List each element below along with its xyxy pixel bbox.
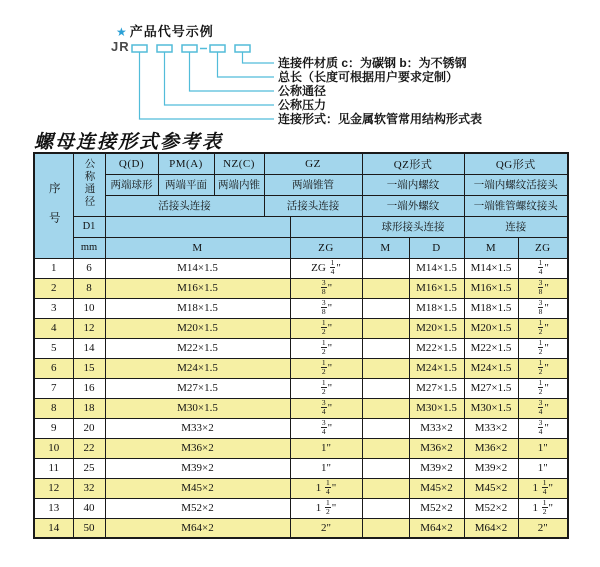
connector-lines [140, 52, 275, 119]
cell-qg-m: M22×1.5 [464, 338, 518, 358]
cell-seq: 8 [34, 398, 73, 418]
qg-connection-2: 连接 [464, 216, 568, 237]
cell-gz-zg: ZG $\frac{1}{4}$ " [290, 258, 362, 278]
cell-qz-d: M45×2 [409, 478, 464, 498]
cell-qg-m: M27×1.5 [464, 378, 518, 398]
table-row [34, 278, 568, 298]
cell-qz-d: M24×1.5 [409, 358, 464, 378]
cell-thread-m: M20×1.5 [105, 318, 290, 338]
diagram-label-material: 连接件材质 c：为碳钢 b：为不锈钢 [278, 56, 467, 70]
cell-qg-zg: $\frac{1}{4}$ " [518, 258, 568, 278]
cell-dn: 12 [73, 318, 105, 338]
cell-qz-m [362, 498, 409, 518]
cell-qz-m [362, 458, 409, 478]
cell-thread-m: M30×1.5 [105, 398, 290, 418]
cell-qg-m: M33×2 [464, 418, 518, 438]
cell-dn: 6 [73, 258, 105, 278]
cell-thread-m: M64×2 [105, 518, 290, 538]
col-header-pm: PM(A) [158, 153, 214, 174]
col-header-q: Q(D) [105, 153, 158, 174]
cell-seq: 1 [34, 258, 73, 278]
gz-type: 两端锥管 [264, 174, 362, 195]
table-row [34, 258, 568, 278]
qz-connection-2: 球形接头连接 [362, 216, 464, 237]
cell-seq: 11 [34, 458, 73, 478]
col-header-qg: QG形式 [464, 153, 568, 174]
cell-qg-m: M30×1.5 [464, 398, 518, 418]
cell-qg-m: M52×2 [464, 498, 518, 518]
cell-gz-zg: $\frac{1}{2}$ " [290, 338, 362, 358]
cell-seq: 4 [34, 318, 73, 338]
mm-label: mm [73, 237, 105, 258]
col-header-nz: NZ(C) [214, 153, 264, 174]
cell-thread-m: M45×2 [105, 478, 290, 498]
dn-label: 公称通径 [83, 158, 95, 209]
nz-type: 两端内锥 [214, 174, 264, 195]
cell-qz-m [362, 258, 409, 278]
cell-qz-d: M33×2 [409, 418, 464, 438]
diagram-label-length: 总长（长度可根据用户要求定制） [278, 70, 459, 84]
qz-connection: 一端外螺纹 [362, 195, 464, 216]
cell-qg-zg: 1 $\frac{1}{2}$ " [518, 498, 568, 518]
cell-qz-d: M36×2 [409, 438, 464, 458]
cell-dn: 10 [73, 298, 105, 318]
cell-qz-m [362, 358, 409, 378]
cell-seq: 12 [34, 478, 73, 498]
diagram-label-diameter: 公称通径 [278, 84, 327, 98]
cell-seq: 10 [34, 438, 73, 458]
cell-qg-m: M14×1.5 [464, 258, 518, 278]
cell-thread-m: M24×1.5 [105, 358, 290, 378]
cell-dn: 15 [73, 358, 105, 378]
cell-qg-zg: 1" [518, 458, 568, 478]
table-row [34, 338, 568, 358]
cell-seq: 2 [34, 278, 73, 298]
qz-type: 一端内螺纹 [362, 174, 464, 195]
pm-type: 两端平面 [158, 174, 214, 195]
nut-connection-table [33, 152, 569, 539]
cell-dn: 50 [73, 518, 105, 538]
cell-qg-zg: $\frac{3}{8}$ " [518, 278, 568, 298]
cell-qg-zg: $\frac{1}{2}$ " [518, 358, 568, 378]
cell-thread-m: M14×1.5 [105, 258, 290, 278]
table-row [34, 518, 568, 538]
cell-qz-m [362, 418, 409, 438]
table-row [34, 378, 568, 398]
cell-seq: 9 [34, 418, 73, 438]
cell-qz-d: M18×1.5 [409, 298, 464, 318]
cell-qz-d: M27×1.5 [409, 378, 464, 398]
cell-dn: 22 [73, 438, 105, 458]
cell-thread-m: M39×2 [105, 458, 290, 478]
cell-qg-m: M39×2 [464, 458, 518, 478]
cell-qz-d: M39×2 [409, 458, 464, 478]
qg-type: 一端内螺纹活接头 [464, 174, 568, 195]
cell-thread-m: M33×2 [105, 418, 290, 438]
code-box [132, 45, 147, 52]
table-row [34, 498, 568, 518]
qz-d-unit: D [409, 237, 464, 258]
cell-qg-zg: 1" [518, 438, 568, 458]
cell-dn: 40 [73, 498, 105, 518]
table-row [34, 398, 568, 418]
code-box [235, 45, 250, 52]
cell-qz-d: M22×1.5 [409, 338, 464, 358]
table-row [34, 358, 568, 378]
cell-dn: 16 [73, 378, 105, 398]
header-row-codes [34, 153, 568, 174]
header-blank [105, 216, 290, 237]
cell-dn: 20 [73, 418, 105, 438]
cell-qz-d: M20×1.5 [409, 318, 464, 338]
cell-qz-d: M64×2 [409, 518, 464, 538]
table-row [34, 418, 568, 438]
table-row [34, 298, 568, 318]
cell-gz-zg: $\frac{3}{4}$ " [290, 398, 362, 418]
cell-gz-zg: $\frac{1}{2}$ " [290, 318, 362, 338]
cell-qg-zg: $\frac{1}{2}$ " [518, 338, 568, 358]
cell-qg-m: M24×1.5 [464, 358, 518, 378]
cell-qz-m [362, 518, 409, 538]
cell-gz-zg: $\frac{3}{8}$ " [290, 278, 362, 298]
cell-qg-zg: $\frac{1}{2}$ " [518, 318, 568, 338]
table-title: 螺母连接形式参考表 [34, 131, 224, 153]
code-box [182, 45, 197, 52]
cell-qz-m [362, 338, 409, 358]
qg-connection: 一端锥管螺纹接头 [464, 195, 568, 216]
cell-gz-zg: $\frac{3}{8}$ " [290, 298, 362, 318]
cell-seq: 6 [34, 358, 73, 378]
cell-gz-zg: 1" [290, 438, 362, 458]
table-row [34, 478, 568, 498]
cell-qg-zg: $\frac{3}{4}$ " [518, 398, 568, 418]
cell-qg-zg: 1 $\frac{1}{4}$ " [518, 478, 568, 498]
m-unit: M [105, 237, 290, 258]
cell-qz-m [362, 278, 409, 298]
cell-seq: 14 [34, 518, 73, 538]
table-row [34, 318, 568, 338]
cell-qg-zg: $\frac{3}{8}$ " [518, 298, 568, 318]
cell-qg-m: M18×1.5 [464, 298, 518, 318]
cell-gz-zg: $\frac{1}{2}$ " [290, 358, 362, 378]
cell-qz-d: M52×2 [409, 498, 464, 518]
header-row-d1 [34, 216, 568, 237]
cell-gz-zg: 1 $\frac{1}{4}$ " [290, 478, 362, 498]
diagram-label-connection: 连接形式：见金属软管常用结构形式表 [278, 112, 483, 126]
gz-connection: 活接头连接 [264, 195, 362, 216]
cell-thread-m: M52×2 [105, 498, 290, 518]
col-header-qz: QZ形式 [362, 153, 464, 174]
header-blank [290, 216, 362, 237]
cell-dn: 8 [73, 278, 105, 298]
cell-qz-d: M30×1.5 [409, 398, 464, 418]
cell-seq: 3 [34, 298, 73, 318]
cell-thread-m: M18×1.5 [105, 298, 290, 318]
cell-qz-m [362, 378, 409, 398]
qz-m-unit: M [362, 237, 409, 258]
d1-label: D1 [73, 216, 105, 237]
cell-qg-m: M20×1.5 [464, 318, 518, 338]
cell-seq: 7 [34, 378, 73, 398]
cell-dn: 14 [73, 338, 105, 358]
table-row [34, 458, 568, 478]
header-row-units [34, 237, 568, 258]
col-header-gz: GZ [264, 153, 362, 174]
cell-qg-m: M16×1.5 [464, 278, 518, 298]
cell-qg-zg: 2" [518, 518, 568, 538]
cell-thread-m: M27×1.5 [105, 378, 290, 398]
table-row [34, 438, 568, 458]
qg-m-unit: M [464, 237, 518, 258]
cell-gz-zg: 1" [290, 458, 362, 478]
code-prefix: JR [111, 39, 130, 54]
cell-thread-m: M36×2 [105, 438, 290, 458]
cell-qz-m [362, 298, 409, 318]
cell-dn: 32 [73, 478, 105, 498]
star-icon: ★ [116, 25, 128, 39]
table-header [34, 153, 568, 258]
cell-gz-zg: 2" [290, 518, 362, 538]
cell-dn: 25 [73, 458, 105, 478]
cell-gz-zg: $\frac{3}{4}$ " [290, 418, 362, 438]
cell-qg-m: M45×2 [464, 478, 518, 498]
col-header-dn [73, 153, 105, 216]
header-row-types [34, 174, 568, 195]
cell-qz-m [362, 318, 409, 338]
code-box [210, 45, 225, 52]
cell-gz-zg: $\frac{1}{2}$ " [290, 378, 362, 398]
cell-qz-m [362, 398, 409, 418]
cell-seq: 5 [34, 338, 73, 358]
col-header-seq [34, 153, 73, 258]
cell-qg-zg: $\frac{1}{2}$ " [518, 378, 568, 398]
qg-zg-unit: ZG [518, 237, 568, 258]
cell-thread-m: M16×1.5 [105, 278, 290, 298]
qpn-connection: 活接头连接 [105, 195, 264, 216]
cell-qz-m [362, 438, 409, 458]
gz-unit: ZG [290, 237, 362, 258]
cell-qg-m: M36×2 [464, 438, 518, 458]
q-type: 两端球形 [105, 174, 158, 195]
cell-qz-m [362, 478, 409, 498]
diagram-label-pressure: 公称压力 [278, 98, 327, 112]
cell-qg-zg: $\frac{3}{4}$ " [518, 418, 568, 438]
cell-dn: 18 [73, 398, 105, 418]
cell-qg-m: M64×2 [464, 518, 518, 538]
code-box [157, 45, 172, 52]
seq-label: 序号 [47, 181, 60, 241]
header-row-connection [34, 195, 568, 216]
cell-seq: 13 [34, 498, 73, 518]
cell-thread-m: M22×1.5 [105, 338, 290, 358]
cell-qz-d: M14×1.5 [409, 258, 464, 278]
table-body [34, 258, 568, 538]
diagram-title-text: 产品代号示例 [129, 24, 214, 39]
cell-gz-zg: 1 $\frac{1}{2}$ " [290, 498, 362, 518]
cell-qz-d: M16×1.5 [409, 278, 464, 298]
